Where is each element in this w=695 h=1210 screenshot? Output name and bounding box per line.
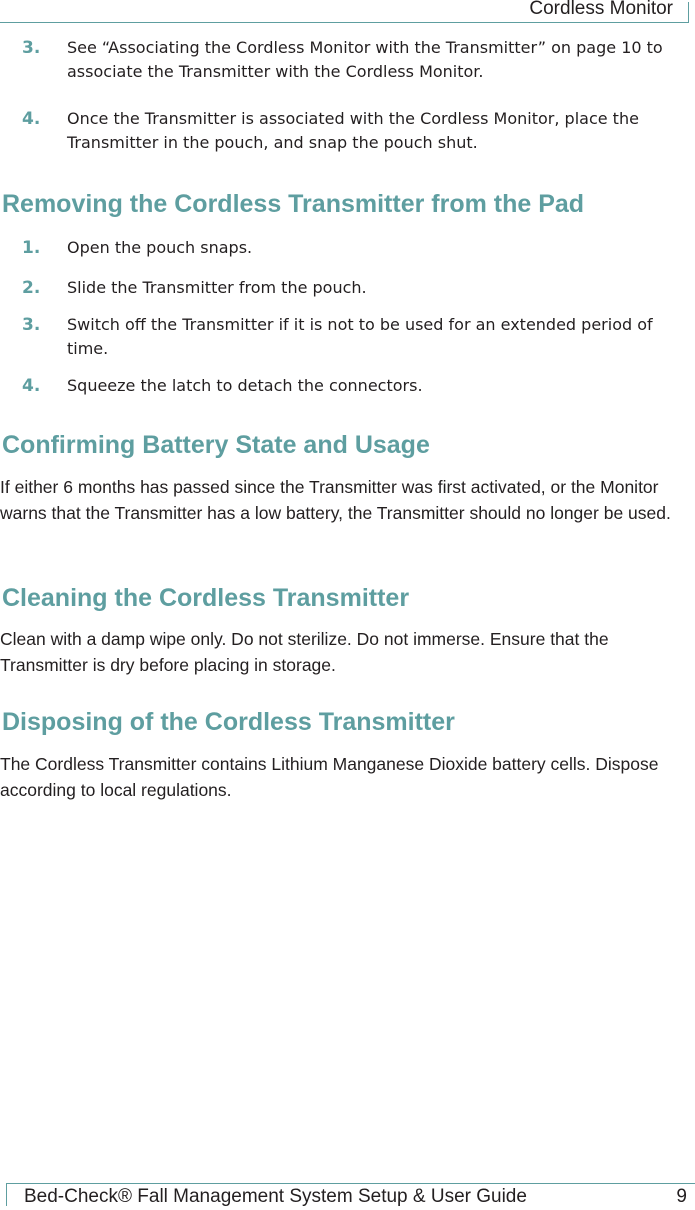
- footer-title: Bed-Check® Fall Management System Setup & User Guide: [24, 1186, 527, 1207]
- step-number: 4.: [22, 376, 41, 396]
- step-text: Squeeze the latch to detach the connectors.: [67, 376, 423, 395]
- step-number: 3.: [22, 315, 41, 335]
- battery-paragraph: If either 6 months has passed since the Transmitter was first activated, or the Monitor warns that the Transmitter has a low battery, the Transmitter should no longer be used.: [0, 477, 671, 523]
- battery-heading: Confirming Battery State and Usage: [2, 431, 430, 459]
- page-header: [0, 0, 695, 24]
- footer-divider: [6, 1184, 7, 1206]
- step-number: 2.: [22, 278, 41, 298]
- header-rule: [0, 22, 689, 23]
- step-number: 4.: [22, 109, 41, 129]
- step-text: Slide the Transmitter from the pouch.: [67, 278, 367, 297]
- footer-rule: [6, 1183, 695, 1184]
- step-text: See “Associating the Cordless Monitor with the Transmitter” on page 10 to associate the Transmitter with the Cordless Monitor.: [67, 38, 663, 81]
- removing-heading: Removing the Cordless Transmitter from the Pad: [2, 190, 585, 218]
- step-number: 3.: [22, 38, 41, 58]
- disposing-heading: Disposing of the Cordless Transmitter: [2, 708, 455, 736]
- cleaning-paragraph: Clean with a damp wipe only. Do not sterilize. Do not immerse. Ensure that the Transmitter is dry before placing in storage.: [0, 629, 609, 675]
- cleaning-heading: Cleaning the Cordless Transmitter: [2, 584, 410, 612]
- disposing-paragraph: The Cordless Transmitter contains Lithium Manganese Dioxide battery cells. Dispose according to local regulations.: [0, 754, 659, 800]
- step-text: Open the pouch snaps.: [67, 238, 253, 257]
- header-title: Cordless Monitor: [529, 0, 673, 19]
- header-divider: [688, 2, 689, 22]
- step-text: Once the Transmitter is associated with the Cordless Monitor, place the Transmitter in the pouch, and snap the pouch shut.: [67, 109, 639, 152]
- page-number: 9: [676, 1186, 687, 1207]
- step-text: Switch off the Transmitter if it is not to be used for an extended period of time.: [67, 315, 653, 358]
- step-number: 1.: [22, 238, 41, 258]
